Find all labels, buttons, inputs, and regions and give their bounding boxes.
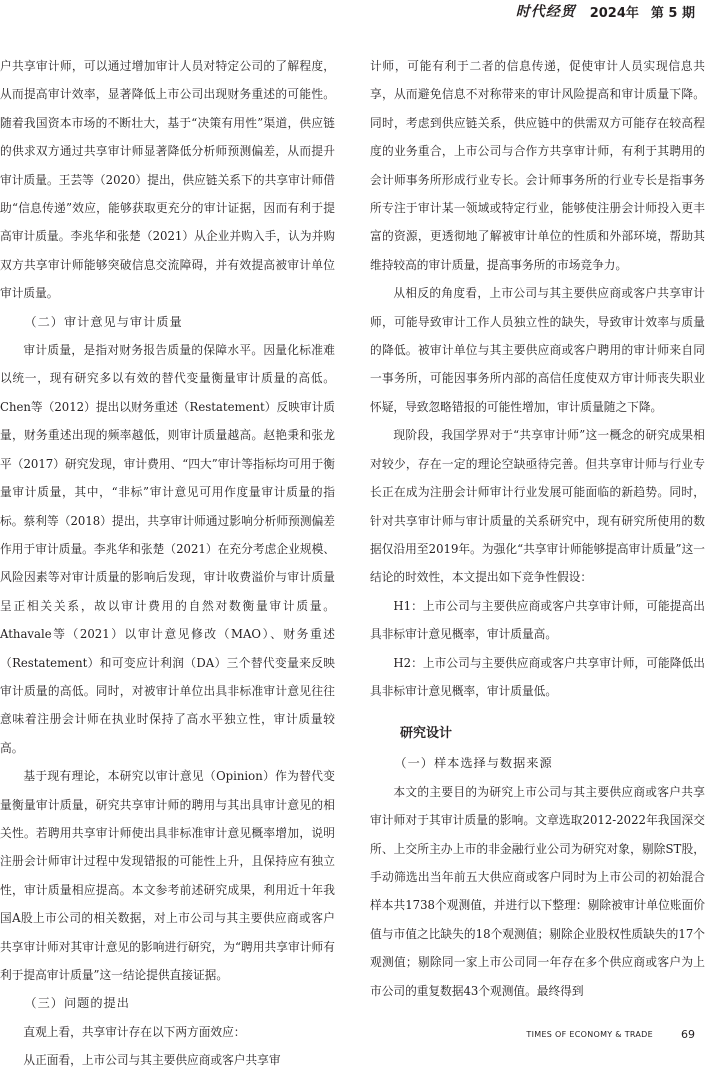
- paragraph: 户共享审计师，可以通过增加审计人员对特定公司的了解程度，从而提高审计效率，显著降低上市公司出现财务重述的可能性。随着我国资本市场的不断壮大，基于“决策有用性”渠道，供应链的供求双方通过共享审计师显著降低分析师预测偏差，从而提升审计质量。王芸等（2020）提出，供应链关系下的共享审计师借助“信息传递”效应，能够获取更充分的审计证据，因而有利于提高审计质量。李兆华和张楚（2021）从企业并购入手，认为并购双方共享审计师能够突破信息交流障碍，并有效提高被审计单位审计质量。: [0, 59, 335, 301]
- running-footer: [0, 1024, 709, 1044]
- left-column: [0, 52, 335, 1075]
- page-number: 69: [681, 1027, 695, 1041]
- subsection-heading: （一）样本选择与数据来源: [394, 756, 553, 771]
- journal-english-title: TIMES OF ECONOMY & TRADE: [526, 1029, 653, 1039]
- right-column: [370, 52, 705, 1005]
- hypothesis-h1: H1：上市公司与主要供应商或客户共享审计师，可能提高出具非标审计意见概率，审计质量高。: [370, 598, 705, 642]
- subsection-heading: （三）问题的提出: [24, 996, 130, 1011]
- magazine-title: 时代经贸: [515, 4, 576, 20]
- paragraph: 计师，可能有利于二者的信息传递，促使审计人员实现信息共享，从而避免信息不对称带来的审计风险提高和审计质量下降。同时，考虑到供应链关系，供应链中的供需双方可能存在较高程度的业务重合，上市公司与合作方共享审计师，有利于其聘用的会计师事务所形成行业专长。会计师事务所的行业专长是指事务所专注于审计某一领域或特定行业，能够使注册会计师投入更丰富的资源，更透彻地了解被审计单位的性质和外部环境，帮助其维持较高的审计质量，提高事务所的市场竞争力。: [370, 59, 705, 272]
- issue-number: 第 5 期: [650, 5, 695, 21]
- paragraph: 从相反的角度看，上市公司与其主要供应商或客户共享审计师，可能导致审计工作人员独立性的缺失，导致审计效率与质量的降低。被审计单位与其主要供应商或客户聘用的审计师来自同一事务所，可能因事务所内部的高信任度使双方审计师丧失职业怀疑，导致忽略错报的可能性增加，审计质量随之下降。: [370, 286, 705, 414]
- paragraph: 本文的主要目的为研究上市公司与其主要供应商或客户共享审计师对于其审计质量的影响。文章选取2012-2022年我国深交所、上交所主办上市的非金融行业公司为研究对象，剔除ST股，手动筛选出当年前五大供应商或客户同时为上市公司的初始混合样本共1738个观测值，并进行以下整理：剔除被审计单位账面价值与市值之比缺失的18个观测值；剔除企业股权性质缺失的17个观测值；剔除同一家上市公司同一年存在多个供应商或客户为上市公司的重复数据43个观测值。最终得到: [370, 784, 705, 998]
- paragraph: 审计质量，是指对财务报告质量的保障水平。因量化标准难以统一，现有研究多以有效的替代变量衡量审计质量的高低。Chen等（2012）提出以财务重述（Restatement）反映审计质量，财务重述出现的频率越低，则审计质量越高。赵艳秉和张龙平（2017）研究发现，审计费用、“四大”审计等指标均可用于衡量审计质量，其中，“非标”审计意见可用作度量审计质量的指标。蔡利等（2018）提出，共享审计师通过影响分析师预测偏差作用于审计质量。李兆华和张楚（2021）在充分考虑企业规模、风险因素等对审计质量的影响后发现，审计收费溢价与审计质量呈正相关关系，故以审计费用的自然对数衡量审计质量。Athavale等（2021）以审计意见修改（MAO）、财务重述（Restatement）和可变应计利润（DA）三个替代变量来反映审计质量的高低。同时，对被审计单位出具非标准审计意见往往意味着注册会计师在执业时保持了高水平独立性，审计质量较高。: [0, 343, 335, 755]
- running-header: [0, 0, 709, 22]
- section-heading: 研究设计: [400, 726, 453, 742]
- paragraph: 直观上看，共享审计存在以下两方面效应：: [23, 1024, 246, 1039]
- paragraph: 从正面看，上市公司与其主要供应商或客户共享审: [23, 1053, 281, 1068]
- paragraph: 基于现有理论，本研究以审计意见（Opinion）作为替代变量衡量审计质量，研究共享审计师的聘用与其出具审计意见的相关性。若聘用共享审计师使出具非标准审计意见概率增加，说明注册会计师审计过程中发现错报的可能性上升，且保持应有独立性，审计质量相应提高。本文参考前述研究成果，利用近十年我国A股上市公司的相关数据，对上市公司与其主要供应商或客户共享审计师对其审计意见的影响进行研究，为“聘用共享审计师有利于提高审计质量”这一结论提供直接证据。: [0, 769, 335, 982]
- hypothesis-h2: H2：上市公司与主要供应商或客户共享审计师，可能降低出具非标审计意见概率，审计质量低。: [370, 655, 705, 698]
- paragraph: 现阶段，我国学界对于“共享审计师”这一概念的研究成果相对较少，存在一定的理论空缺亟待完善。但共享审计师与行业专长正在成为注册会计师审计行业发展可能面临的新趋势。同时，针对共享审计师与审计质量的关系研究中，现有研究所使用的数据仅沿用至2019年。为强化“共享审计师能够提高审计质量”这一结论的时效性，本文提出如下竞争性假设：: [370, 428, 705, 585]
- subsection-heading: （二）审计意见与审计质量: [24, 314, 183, 329]
- issue-year: 2024年: [589, 5, 639, 21]
